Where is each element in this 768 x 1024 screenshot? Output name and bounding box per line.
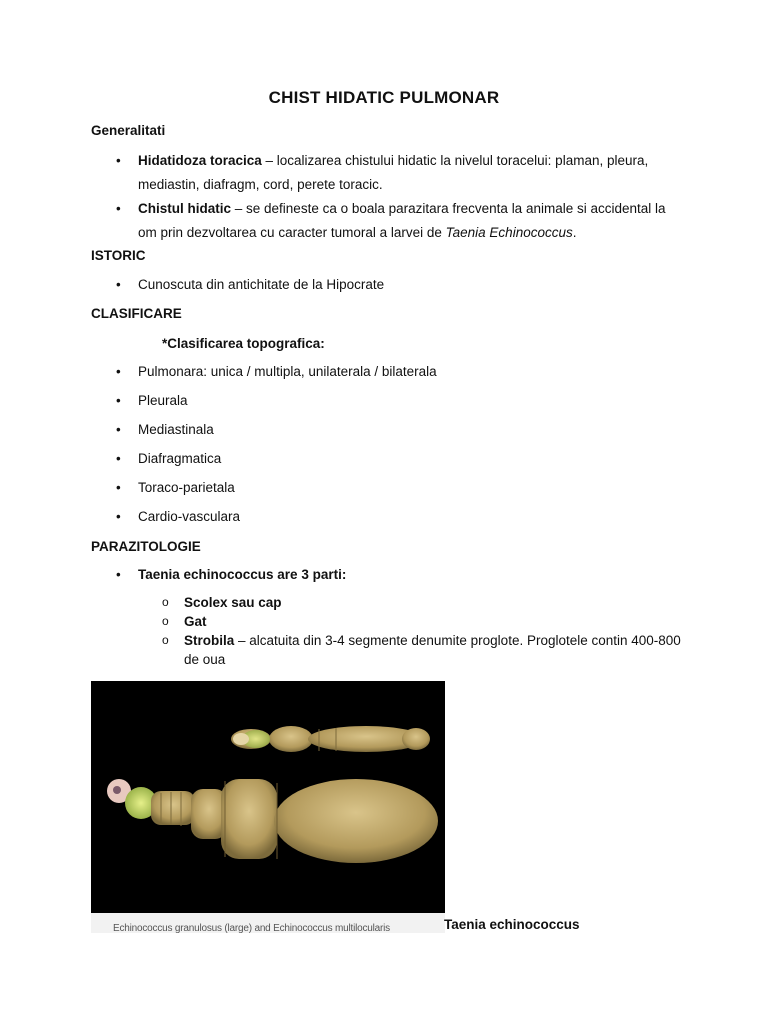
bullet-text: Mediastinala xyxy=(138,422,214,437)
sub-item-scolex xyxy=(162,593,682,612)
sub-text: Scolex sau cap xyxy=(184,595,282,610)
bullet-text: Pleurala xyxy=(138,393,188,408)
bullet-text: Toraco-parietala xyxy=(138,480,235,495)
bullet-text: Cardio-vasculara xyxy=(138,509,241,524)
heading-generalitati: Generalitati xyxy=(91,123,166,138)
small-worm xyxy=(231,726,430,752)
term-chistul: Chistul hidatic xyxy=(138,201,232,216)
photo-credit-text: Echinococcus granulosus (large) and Echinococcus multilocularis xyxy=(113,923,390,933)
list-item xyxy=(116,505,676,529)
bullet-dot: • xyxy=(116,422,121,437)
heading-parazitologie: PARAZITOLOGIE xyxy=(91,539,201,554)
bullet-dot: • xyxy=(116,393,121,408)
bullet-text: Cunoscuta din antichitate de la Hipocrate xyxy=(138,277,385,292)
text-hidatidoza: – localizarea chistului hidatic la nivelul toracelui: plaman, pleura, mediastin, diafragm, cord, perete toracic. xyxy=(138,153,649,192)
photo-caption-strip xyxy=(91,913,445,933)
text-strobila: – alcatuita din 3-4 segmente denumite proglote. Proglotele contin 400-800 de oua xyxy=(184,633,681,667)
bullet-dot: • xyxy=(116,480,121,495)
page-title: CHIST HIDATIC PULMONAR xyxy=(268,88,500,107)
sub-bullet: o xyxy=(162,614,169,628)
bullet-text: Taenia echinococcus are 3 parti: xyxy=(138,567,347,582)
bullet-dot: • xyxy=(116,201,121,216)
list-item xyxy=(116,389,676,413)
list-item xyxy=(116,418,676,442)
sub-bullet: o xyxy=(162,633,169,647)
italic-taenia: Taenia Echinococcus xyxy=(445,225,573,240)
bullet-dot: • xyxy=(116,451,121,466)
bullet-text: Pulmonara: unica / multipla, unilaterala / bilaterala xyxy=(138,364,437,379)
list-item xyxy=(116,447,676,471)
tapeworm-illustration xyxy=(91,681,445,913)
term-strobila: Strobila xyxy=(184,633,235,648)
list-item xyxy=(116,476,676,500)
bullet-text: Diafragmatica xyxy=(138,451,222,466)
subheading-topografica: *Clasificarea topografica: xyxy=(162,336,325,351)
bullet-dot: • xyxy=(116,509,121,524)
tapeworm-photo xyxy=(91,681,445,913)
sub-text: Gat xyxy=(184,614,207,629)
sub-bullet: o xyxy=(162,595,169,609)
sub-text xyxy=(184,631,682,669)
bullet-text xyxy=(138,197,676,245)
bullet-chistul-hidatic xyxy=(116,197,676,245)
heading-istoric: ISTORIC xyxy=(91,248,146,263)
sub-item-strobila xyxy=(162,631,682,669)
bullet-dot: • xyxy=(116,153,121,168)
list-item xyxy=(116,360,676,384)
figure-caption: Taenia echinococcus xyxy=(444,917,580,932)
heading-clasificare: CLASIFICARE xyxy=(91,306,182,321)
bullet-dot: • xyxy=(116,567,121,582)
bullet-taenia xyxy=(116,563,676,587)
bullet-istoric xyxy=(116,273,676,297)
sub-item-gat xyxy=(162,612,682,631)
bullet-dot: • xyxy=(116,364,121,379)
large-worm xyxy=(107,779,438,863)
text-chistul: – se defineste ca o boala parazitara frecventa la animale si accidental la om prin dezvoltarea cu caracter tumoral a larvei de xyxy=(138,201,666,240)
bullet-text xyxy=(138,149,676,197)
bullet-hidatidoza xyxy=(116,149,676,197)
text-end: . xyxy=(572,225,577,240)
bullet-dot: • xyxy=(116,277,121,292)
term-hidatidoza: Hidatidoza toracica xyxy=(138,153,262,168)
